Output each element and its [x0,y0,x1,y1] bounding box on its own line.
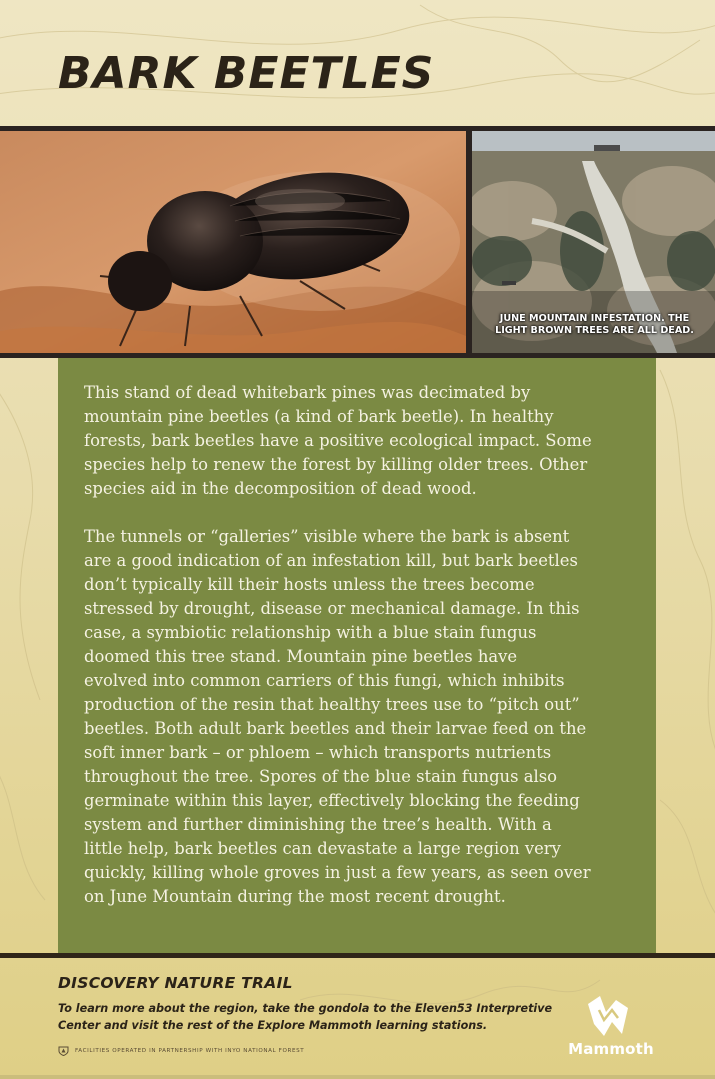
text-line: The tunnels or “galleries” visible where the bark is absent [84,527,570,546]
text-line: on June Mountain during the most recent drought. [84,887,506,906]
text-line: evolved into common carriers of this fungi, which inhibits [84,671,565,690]
bottom-edge [0,1075,715,1079]
text-line: beetles. Both adult bark beetles and their larvae feed on the [84,719,587,738]
text-line: don’t typically kill their hosts unless the trees become [84,575,535,594]
text-line: soft inner bark – or phloem – which transports nutrients [84,743,552,762]
text-line: stressed by drought, disease or mechanical damage. In this [84,599,580,618]
text-line: throughout the tree. Spores of the blue stain fungus also [84,767,558,786]
text-line: production of the resin that healthy trees use to “pitch out” [84,695,580,714]
forest-note-text: FACILITIES OPERATED IN PARTNERSHIP WITH INYO NATIONAL FOREST [75,1048,305,1054]
footer-text-line: To learn more about the region, take the gondola to the Eleven53 Interpretive [58,1002,553,1015]
text-line: species aid in the decomposition of dead wood. [84,479,477,498]
text-line: This stand of dead whitebark pines was decimated by [84,383,531,402]
caption-line: JUNE MOUNTAIN INFESTATION. THE [499,313,690,324]
caption-line: LIGHT BROWN TREES ARE ALL DEAD. [495,325,694,336]
detail-paragraph [84,525,644,909]
footer-text-line: Center and visit the rest of the Explore Mammoth learning stations. [58,1019,488,1032]
page-title: BARK BEETLES [58,48,435,99]
text-line: doomed this tree stand. Mountain pine beetles have [84,647,518,666]
forest-service-shield-icon [58,1046,69,1056]
mammoth-logo-text: Mammoth [568,1040,654,1058]
beetle-illustration [0,131,466,353]
text-line: forests, bark beetles have a positive ecological impact. Some [84,431,592,450]
footer-divider [0,953,715,958]
text-line: germinate within this layer, effectively blocking the feeding [84,791,580,810]
intro-paragraph [84,381,644,501]
forest-partnership-note [58,1045,304,1057]
text-line: system and further diminishing the tree’s health. With a [84,815,552,834]
mammoth-logo-icon [582,994,634,1042]
text-line: are a good indication of an infestation kill, but bark beetles [84,551,578,570]
bark-beetle-photo [0,131,466,353]
text-line: quickly, killing whole groves in just a few years, as seen over [84,863,591,882]
text-line: little help, bark beetles can devastate a large region very [84,839,561,858]
text-line: mountain pine beetles (a kind of bark beetle). In healthy [84,407,554,426]
trail-name-heading: DISCOVERY NATURE TRAIL [58,974,293,992]
text-line: species help to renew the forest by killing older trees. Other [84,455,588,474]
photo-caption [484,313,705,337]
text-line: case, a symbiotic relationship with a blue stain fungus [84,623,537,642]
footer-description [58,1000,558,1034]
